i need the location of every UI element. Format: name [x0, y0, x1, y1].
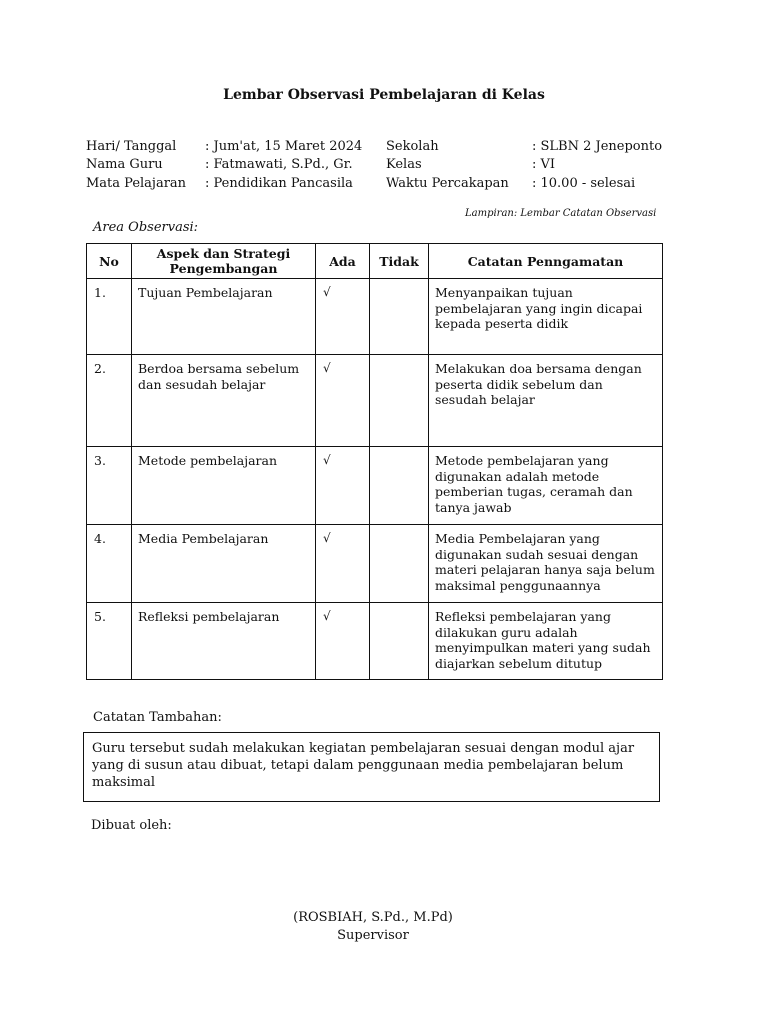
header-tidak: Tidak — [370, 244, 429, 279]
row-aspect: Berdoa bersama sebelum dan sesudah belajar — [132, 355, 316, 447]
table-row — [87, 525, 663, 603]
additional-notes-box: Guru tersebut sudah melakukan kegiatan pembelajaran sesuai dengan modul ajar yang di susun atau dibuat, tetapi dalam penggunaan media pembelajaran belum maksimal — [83, 732, 660, 802]
table-row — [87, 279, 663, 355]
info-label-school: Sekolah — [386, 139, 439, 154]
attachment-note: Lampiran: Lembar Catatan Observasi — [465, 208, 657, 219]
header-notes: Catatan Penngamatan — [429, 244, 663, 279]
info-value-school: : SLBN 2 Jeneponto — [532, 139, 663, 154]
check-mark-icon: √ — [316, 279, 370, 355]
table-row — [87, 447, 663, 525]
info-value-date: : Jum'at, 15 Maret 2024 — [205, 139, 363, 154]
row-aspect: Tujuan Pembelajaran — [132, 279, 316, 355]
signature-role: Supervisor — [337, 928, 409, 943]
row-notes: Menyanpaikan tujuan pembelajaran yang ingin dicapai kepada peserta didik — [429, 279, 663, 355]
check-mark-icon: √ — [316, 447, 370, 525]
info-label-date: Hari/ Tanggal — [86, 139, 177, 154]
header-aspect: Aspek dan Strategi Pengembangan — [132, 244, 316, 279]
row-tidak — [370, 279, 429, 355]
row-no: 3. — [87, 447, 132, 525]
row-notes: Refleksi pembelajaran yang dilakukan guru adalah menyimpulkan materi yang sudah diajarkan sebelum ditutup — [429, 603, 663, 680]
document-title: Lembar Observasi Pembelajaran di Kelas — [223, 87, 545, 103]
observation-table — [86, 243, 663, 680]
table-row — [87, 355, 663, 447]
table-row — [87, 603, 663, 680]
row-no: 5. — [87, 603, 132, 680]
row-tidak — [370, 447, 429, 525]
info-label-teacher: Nama Guru — [86, 157, 163, 172]
signature-name: (ROSBIAH, S.Pd., M.Pd) — [293, 910, 453, 925]
row-notes: Metode pembelajaran yang digunakan adalah metode pemberian tugas, ceramah dan tanya jawab — [429, 447, 663, 525]
info-label-class: Kelas — [386, 157, 422, 172]
row-no: 4. — [87, 525, 132, 603]
header-ada: Ada — [316, 244, 370, 279]
info-label-time: Waktu Percakapan — [386, 176, 509, 191]
row-aspect: Media Pembelajaran — [132, 525, 316, 603]
row-aspect: Refleksi pembelajaran — [132, 603, 316, 680]
info-label-subject: Mata Pelajaran — [86, 176, 187, 191]
row-aspect: Metode pembelajaran — [132, 447, 316, 525]
info-value-teacher: : Fatmawati, S.Pd., Gr. — [205, 157, 353, 172]
row-notes: Melakukan doa bersama dengan peserta didik sebelum dan sesudah belajar — [429, 355, 663, 447]
row-tidak — [370, 525, 429, 603]
row-tidak — [370, 603, 429, 680]
table-header-row — [87, 244, 663, 279]
info-value-time: : 10.00 - selesai — [532, 176, 636, 191]
row-no: 1. — [87, 279, 132, 355]
area-label: Area Observasi: — [93, 220, 199, 235]
check-mark-icon: √ — [316, 355, 370, 447]
header-no: No — [87, 244, 132, 279]
row-no: 2. — [87, 355, 132, 447]
info-value-subject: : Pendidikan Pancasila — [205, 176, 353, 191]
check-mark-icon: √ — [316, 525, 370, 603]
check-mark-icon: √ — [316, 603, 370, 680]
additional-notes-label: Catatan Tambahan: — [93, 710, 222, 725]
row-notes: Media Pembelajaran yang digunakan sudah sesuai dengan materi pelajaran hanya saja belum maksimal penggunaannya — [429, 525, 663, 603]
info-value-class: : VI — [532, 157, 556, 172]
row-tidak — [370, 355, 429, 447]
made-by-label: Dibuat oleh: — [91, 818, 172, 833]
